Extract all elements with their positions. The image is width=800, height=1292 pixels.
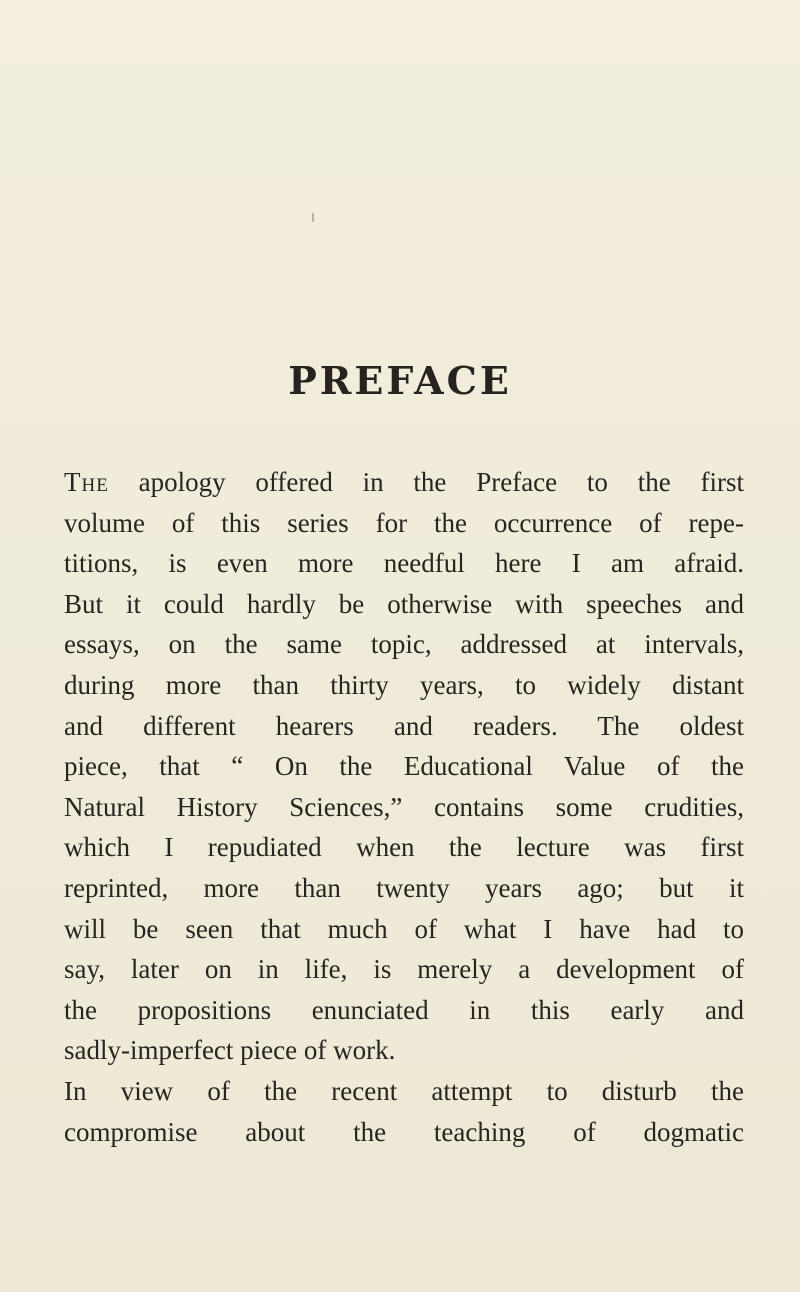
text-line-3: titions, is even more needful here I am afraid. [64,548,744,579]
text-line-1: The apology offered in the Preface to the first [64,467,744,497]
text-line-8: piece, that “ On the Educational Value of the [64,751,744,782]
text-line-13: say, later on in life, is merely a development of [64,954,744,985]
preface-text [64,466,744,1156]
text-line-6: during more than thirty years, to widely distant [64,669,744,700]
text-line-11: reprinted, more than twenty years ago; but it [64,872,744,903]
text-line-4: But it could hardly be otherwise with speeches and [64,588,744,619]
text-line-5: essays, on the same topic, addressed at intervals, [64,629,744,660]
text-line-2: volume of this series for the occurrence of repe- [64,507,744,538]
text-line-7: and different hearers and readers. The oldest [64,710,744,741]
text-line-12: will be seen that much of what I have had to [64,913,744,944]
text-line-16: In view of the recent attempt to disturb the [64,1075,744,1106]
print-speck [312,213,314,222]
page-title: PREFACE [288,358,512,403]
lead-word: The [64,467,109,497]
text-line-10: which I repudiated when the lecture was first [64,832,744,863]
text-line-17: compromise about the teaching of dogmatic [64,1116,744,1147]
text-line-14: the propositions enunciated in this early and [64,994,744,1025]
text-line-9: Natural History Sciences,” contains some crudities, [64,791,744,822]
text-line-15: sadly-imperfect piece of work. [64,1035,396,1066]
